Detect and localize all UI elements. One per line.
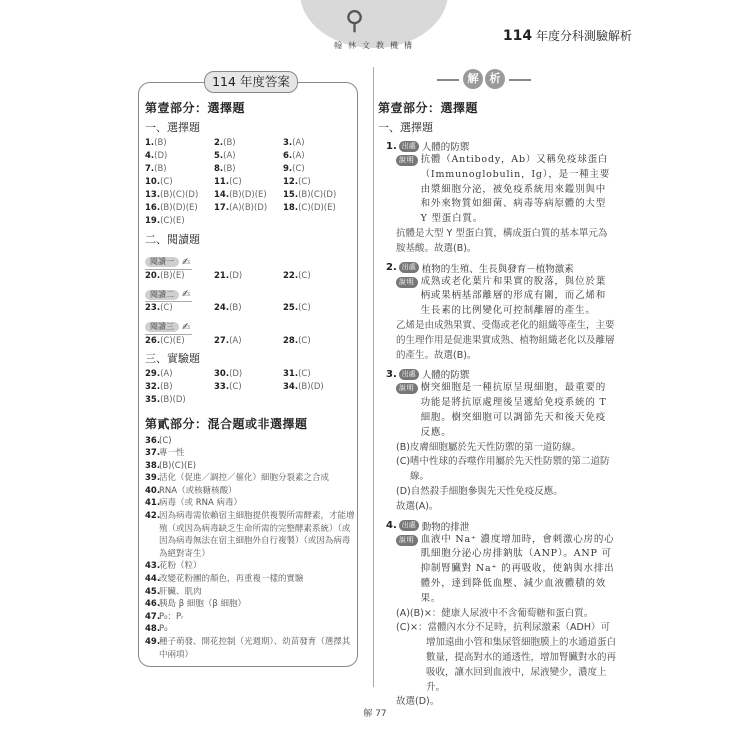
answer-number: 19. <box>145 216 161 226</box>
answer-number: 31. <box>283 368 299 379</box>
answer-item <box>214 137 283 149</box>
answer-number: 5. <box>214 151 224 161</box>
answer-item <box>214 381 283 393</box>
answer-item <box>145 202 214 214</box>
answer-item <box>214 189 283 201</box>
answer-item <box>283 137 352 149</box>
answer-value: (C) <box>229 381 242 392</box>
answers-sec1-title: 一、選擇題 <box>145 121 200 134</box>
answer-value: (D) <box>229 270 243 281</box>
answer-value: (C) <box>292 164 305 174</box>
answer-item <box>145 510 355 560</box>
analysis-heading <box>437 68 537 90</box>
answer-number: 17. <box>214 203 230 213</box>
answer-item <box>283 368 352 380</box>
answer-item <box>145 611 355 624</box>
answer-number: 43. <box>145 561 161 572</box>
answer-item <box>145 573 355 586</box>
answer-item <box>145 163 214 175</box>
source-badge: 出處 <box>399 141 419 152</box>
answer-number: 42. <box>145 511 161 522</box>
answer-number: 40. <box>145 485 161 496</box>
answer-item <box>214 302 283 314</box>
answer-item <box>145 598 355 611</box>
answer-item <box>145 215 214 227</box>
answer-number: 14. <box>214 190 230 200</box>
answer-number: 41. <box>145 498 161 509</box>
answer-item <box>145 335 214 347</box>
question-header <box>378 519 616 533</box>
answer-item <box>145 636 355 661</box>
answer-value: (C) <box>298 177 311 187</box>
answer-number: 10. <box>145 177 161 187</box>
answer-number: 34. <box>283 381 299 392</box>
answers-read3-grid <box>145 335 355 347</box>
answer-box-title: 114 年度答案 <box>204 71 298 93</box>
answer-number: 46. <box>145 599 161 610</box>
pen-icon: ✍ <box>182 289 191 300</box>
source-badge: 出處 <box>399 369 419 380</box>
answers-sec2-title: 二、閱讀題 <box>145 233 200 246</box>
answer-number: 39. <box>145 473 161 484</box>
question-topic: 人體的防禦 <box>421 370 470 382</box>
analysis-note: (A)(B)×：健康人尿液中不含葡萄糖和蛋白質。 <box>396 607 594 619</box>
explain-badge: 說明 <box>396 383 418 394</box>
analysis-question <box>378 261 616 364</box>
answer-value: (D) <box>154 151 168 161</box>
answers-sec3-grid <box>145 368 355 406</box>
reading-tag-3 <box>145 314 192 335</box>
explanation <box>396 533 616 607</box>
analysis-note: (C)嗜中性球的吞噬作用屬於先天性防禦的第二道防線。 <box>396 456 610 483</box>
question-topic: 動物的排泄 <box>421 521 470 533</box>
source-badge: 出處 <box>399 520 419 531</box>
analysis-question <box>378 139 616 257</box>
answer-number: 28. <box>283 335 299 346</box>
answer-value: (B)(C)(D) <box>298 190 337 200</box>
answer-text: 病毒（或 RNA 病毒） <box>159 498 242 509</box>
answer-item <box>145 447 355 460</box>
answer-item <box>145 137 214 149</box>
answers-sec1-grid <box>145 137 355 227</box>
reading-tag-2 <box>145 282 192 303</box>
analysis-question <box>378 519 616 711</box>
answer-number: 49. <box>145 637 161 647</box>
header-title-number: 114 <box>502 28 533 44</box>
question-number: 1. <box>386 140 397 152</box>
answer-text: 肝臟、肌肉 <box>159 586 202 597</box>
reading-label: 閱讀一 <box>145 257 179 267</box>
pen-icon: ✍ <box>182 321 191 333</box>
answer-number: 44. <box>145 574 161 585</box>
explain-badge: 說明 <box>396 155 418 166</box>
answer-text: 花粉（粒） <box>159 561 202 572</box>
answer-value: (B) <box>154 164 167 174</box>
answer-number: 29. <box>145 368 161 379</box>
analysis-note: 抗體是大型 Y 型蛋白質，構成蛋白質的基本單元為胺基酸。故選(B)。 <box>396 227 608 254</box>
answers-read1-grid <box>145 270 355 282</box>
answer-item <box>145 485 355 498</box>
answer-number: 25. <box>283 303 299 313</box>
answer-number: 26. <box>145 335 161 346</box>
answer-number: 12. <box>283 177 299 187</box>
answer-value: (C)(E) <box>160 335 185 346</box>
explanation-text: 抗體（Antibody，Ab）又稱免疫球蛋白（Immunoglobulin，Ig），是一種主要由漿細胞分泌，被免疫系統用來鑑別與中和外來物質如細菌、病毒等病原體的大型 Y 型蛋白質。 <box>420 154 611 225</box>
answer-value: (C)(D)(E) <box>298 203 336 213</box>
page-number: 解 77 <box>363 709 387 719</box>
answer-item <box>145 623 355 636</box>
answer-number: 37. <box>145 448 161 459</box>
answer-item <box>145 302 214 314</box>
reading-label: 閱讀三 <box>145 322 179 332</box>
answer-number: 48. <box>145 624 161 635</box>
answer-number: 35. <box>145 394 161 405</box>
answer-number: 6. <box>283 151 293 161</box>
question-topic: 人體的防禦 <box>421 142 470 153</box>
explanation <box>396 381 616 440</box>
answer-value: (C)(E) <box>160 216 185 226</box>
answer-value: (A) <box>223 151 236 161</box>
answer-value: (A) <box>229 335 242 346</box>
answer-text: (B)(C)(E) <box>159 460 197 471</box>
answer-item <box>283 202 352 214</box>
analysis-note: (B)皮膚細胞屬於先天性防禦的第一道防線。 <box>396 441 581 453</box>
answer-text: 胰島 β 細胞（β 細胞） <box>159 599 246 610</box>
source-badge: 出處 <box>399 262 419 273</box>
answer-value: (C) <box>229 177 242 187</box>
answer-number: 9. <box>283 164 293 174</box>
answers-part2-title: 第貳部分：混合題或非選擇題 <box>145 416 308 431</box>
answer-number: 33. <box>214 381 230 392</box>
reading-label: 閱讀二 <box>145 290 179 300</box>
crane-logo-icon: ⚲ <box>345 6 365 36</box>
header-title-text: 年度分科測驗解析 <box>535 29 632 43</box>
answer-value: (B) <box>223 164 236 174</box>
answers-sec3-title: 三、實驗題 <box>145 351 200 365</box>
question-header <box>378 261 616 275</box>
answer-text: 活化（促進／調控／催化）細胞分裂素之合成 <box>159 473 330 484</box>
heading-rule-left <box>437 79 459 81</box>
answer-item <box>145 497 355 510</box>
answers-read2-grid <box>145 302 355 314</box>
answer-item <box>283 150 352 162</box>
explanation-text: 樹突細胞是一種抗原呈現細胞，最重要的功能是將抗原處理後呈遞給免疫系統的 T 細胞。樹突細胞可以調節先天和後天免疫反應。 <box>420 382 607 438</box>
answer-number: 32. <box>145 381 161 392</box>
answer-number: 45. <box>145 586 161 597</box>
answer-number: 3. <box>283 138 293 148</box>
answer-value: (B) <box>223 138 236 148</box>
answer-text: 因為病毒需依賴宿主細胞提供複製所需酵素，才能增殖（或因為病毒缺乏生命所需的完整酵素系統）（或因為病毒無法在宿主細胞外自行複製）（或因為病毒為絕對寄生） <box>159 511 355 559</box>
answer-value: (C) <box>298 368 311 379</box>
analysis-note: 故選(D)。 <box>396 696 440 708</box>
answer-number: 27. <box>214 335 230 346</box>
analysis-questions <box>378 139 616 710</box>
question-header <box>378 139 616 153</box>
answer-number: 4. <box>145 151 155 161</box>
answer-item <box>283 270 352 282</box>
column-divider <box>373 67 374 687</box>
answer-number: 47. <box>145 611 161 622</box>
question-number: 4. <box>386 520 397 532</box>
answer-item <box>283 302 352 314</box>
answer-number: 30. <box>214 368 230 379</box>
question-header <box>378 367 616 381</box>
answer-item <box>145 368 214 380</box>
answer-item <box>145 435 355 448</box>
logo-text: 翰林文教機構 <box>334 41 418 50</box>
answer-value: (B)(D) <box>160 394 186 405</box>
answer-value: (C) <box>298 303 311 313</box>
answer-item <box>145 150 214 162</box>
analysis-note: (D)自然殺手細胞參與先天性免疫反應。 <box>396 485 563 497</box>
answer-value: (B)(D)(E) <box>229 190 267 200</box>
answer-item <box>145 460 355 473</box>
answer-number: 23. <box>145 303 161 313</box>
answer-number: 18. <box>283 203 299 213</box>
analysis-heading-char-2: 析 <box>485 69 505 89</box>
answer-item <box>283 189 352 201</box>
answer-number: 21. <box>214 270 230 281</box>
answers-part1-title: 第壹部分：選擇題 <box>145 101 246 115</box>
question-number: 2. <box>386 262 397 274</box>
answer-text: (C) <box>159 435 172 446</box>
answer-number: 1. <box>145 138 155 148</box>
answer-text: RNA（或核糖核酸） <box>159 485 237 496</box>
analysis-heading-char-1: 解 <box>463 69 483 89</box>
answer-value: (D) <box>229 368 243 379</box>
answer-item <box>214 163 283 175</box>
answer-item <box>283 163 352 175</box>
answer-number: 13. <box>145 190 161 200</box>
answer-number: 22. <box>283 270 299 281</box>
answer-value: (A)(B)(D) <box>229 203 268 213</box>
question-number: 3. <box>386 368 397 380</box>
answer-number: 8. <box>214 164 224 174</box>
answer-item <box>145 381 214 393</box>
reading-tag-1 <box>145 249 192 270</box>
answer-number: 38. <box>145 460 161 471</box>
answer-item <box>214 368 283 380</box>
answer-item <box>145 394 214 406</box>
answer-value: (B) <box>160 381 173 392</box>
answer-number: 7. <box>145 164 155 174</box>
answer-value: (C) <box>298 270 311 281</box>
answer-value: (B)(D)(E) <box>160 203 198 213</box>
analysis-sec1-title: 一、選擇題 <box>378 121 433 134</box>
answer-value: (B)(C)(D) <box>160 190 199 200</box>
explanation <box>396 153 616 227</box>
answer-number: 15. <box>283 190 299 200</box>
answer-text: P₀ <box>159 624 168 635</box>
answers-part2-list <box>145 435 355 662</box>
analysis-question <box>378 367 616 514</box>
analysis-note: 故選(A)。 <box>396 500 439 512</box>
question-topic: 植物的生殖、生長與發育－植物激素 <box>421 263 574 275</box>
answer-value: (B)(E) <box>160 270 185 281</box>
pen-icon: ✍ <box>182 256 191 268</box>
answer-item <box>214 270 283 282</box>
answer-item <box>214 335 283 347</box>
answer-item <box>283 176 352 188</box>
analysis-note: (C)×：當體內水分不足時，抗利尿激素（ADH）可增加遠曲小管和集尿管細胞膜上的水通道蛋白數量，提高對水的通透性，增加腎臟對水的再吸收，讓水回到血液中，尿液變少，濃度上升。 <box>396 622 617 693</box>
analysis-part1-title: 第壹部分：選擇題 <box>378 101 479 115</box>
answer-value: (A) <box>292 138 305 148</box>
answers-column <box>145 95 355 661</box>
answer-value: (C) <box>160 177 173 187</box>
heading-rule-right <box>509 79 531 81</box>
answer-value: (B) <box>229 303 242 313</box>
answer-item <box>283 335 352 347</box>
answer-value: (A) <box>292 151 305 161</box>
answer-number: 16. <box>145 203 161 213</box>
explanation-text: 血液中 Na⁺ 濃度增加時，會刺激心房的心肌細胞分泌心房排鈉肽（ANP）。ANP 可抑制腎臟對 Na⁺ 的再吸收，使鈉與水排出體外，達到降低血壓、減少血液體積的效果。 <box>420 533 615 604</box>
answer-text: P₀：Pᵣ <box>159 611 184 622</box>
answer-item <box>214 202 283 214</box>
answer-item <box>145 270 214 282</box>
answer-item <box>145 586 355 599</box>
explain-badge: 說明 <box>396 277 418 288</box>
answer-number: 36. <box>145 435 161 446</box>
answer-number: 20. <box>145 270 161 281</box>
answer-number: 2. <box>214 138 224 148</box>
explanation <box>396 275 616 319</box>
analysis-column <box>378 95 616 710</box>
answer-item <box>145 176 214 188</box>
answer-value: (C) <box>298 335 311 346</box>
answer-item <box>214 150 283 162</box>
header-title <box>503 27 632 44</box>
answer-item <box>145 189 214 201</box>
answer-item <box>283 381 352 393</box>
analysis-note: 乙烯是由成熟果實、受傷或老化的組織等產生，主要的生理作用是促進果實成熟、植物組織老化以及離層的產生。故選(B)。 <box>396 319 615 361</box>
answer-text: 專一性 <box>159 448 185 459</box>
answer-value: (C) <box>160 303 173 313</box>
answer-item <box>214 176 283 188</box>
answer-number: 11. <box>214 177 230 187</box>
answer-item <box>145 472 355 485</box>
answer-value: (B)(D) <box>298 381 324 392</box>
answer-text: 種子萌發、開花控制（光週期）、幼苗發育（選擇其中兩項） <box>159 637 351 660</box>
answer-item <box>145 560 355 573</box>
answer-text: 改變花粉團的顏色，再重複一樣的實驗 <box>159 574 304 585</box>
explain-badge: 說明 <box>396 535 418 546</box>
answer-value: (B) <box>154 138 167 148</box>
explanation-text: 成熟或老化葉片和果實的脫落，與位於葉柄或果柄基部離層的形成有關，而乙烯和生長素的比例變化可控制離層的產生。 <box>420 275 607 317</box>
answer-value: (A) <box>160 368 173 379</box>
answer-number: 24. <box>214 303 230 313</box>
